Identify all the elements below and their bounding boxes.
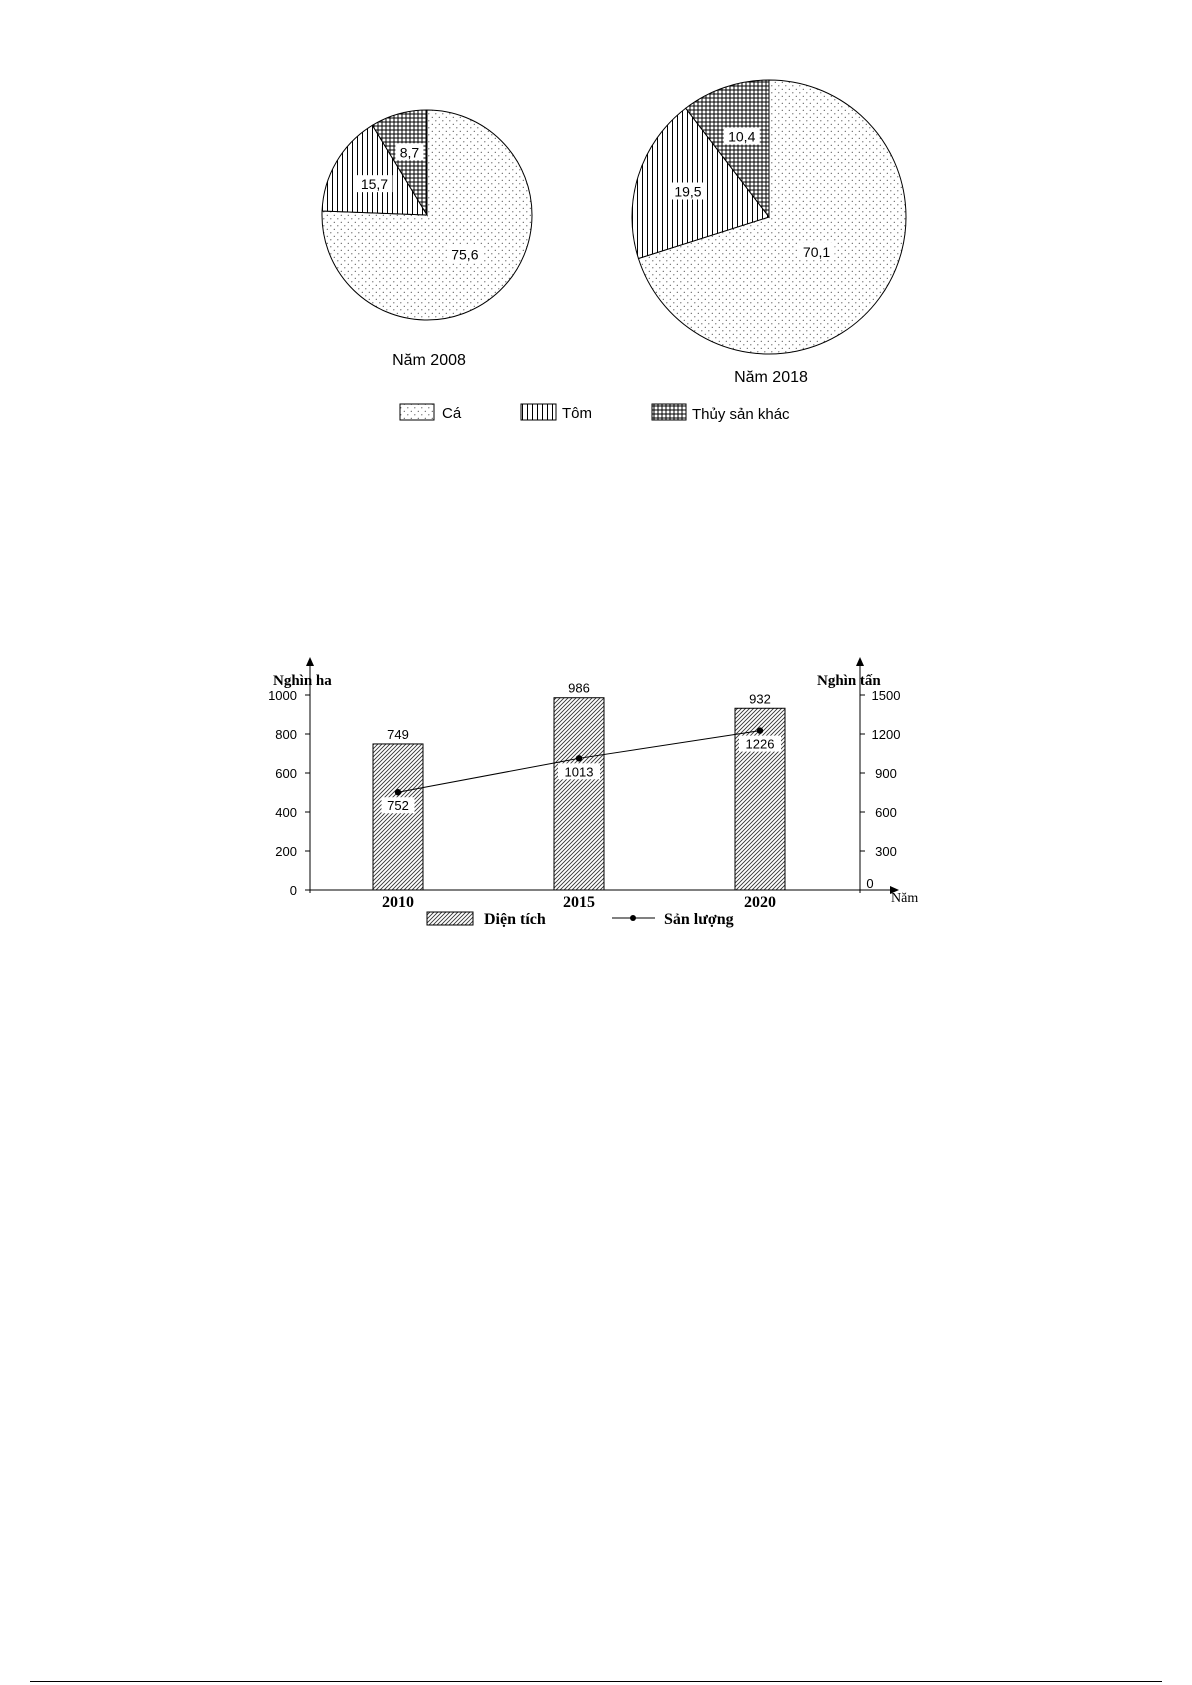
pie-chart-2018 [632, 80, 906, 354]
legend-swatch-ca [400, 404, 434, 420]
right-y-ticks [860, 688, 900, 891]
bar-value-label-2020: 932 [749, 691, 771, 707]
legend-swatch-thuy-san-khac [652, 404, 686, 420]
right-tick-label: 1500 [871, 688, 901, 703]
legend-label-thuy-san-khac: Thủy sản khác [692, 406, 790, 423]
pie-charts [0, 0, 1192, 450]
left-y-axis-arrow [306, 657, 314, 666]
x-tick-label-2015: 2015 [563, 894, 595, 911]
left-axis-title: Nghìn ha [273, 673, 332, 689]
left-tick-label: 800 [275, 727, 297, 742]
left-tick-label: 600 [275, 766, 297, 781]
x-ticks [382, 894, 776, 911]
x-axis-title: Năm [891, 891, 919, 906]
x-tick-label-2010: 2010 [382, 894, 414, 911]
bar-2020 [735, 708, 785, 890]
left-tick-label: 400 [275, 805, 297, 820]
pie-value-label-ca: 75,6 [451, 246, 479, 263]
right-tick-label: 900 [875, 766, 897, 781]
legend-swatch-dien-tich [427, 912, 473, 925]
pie-chart-2008 [322, 110, 532, 320]
legend-swatch-tom [521, 404, 556, 420]
page-bottom-rule [30, 1681, 1162, 1682]
legend-label-ca: Cá [442, 405, 462, 422]
line-value-label-2010: 752 [387, 798, 409, 814]
line-value-label-2015: 1013 [564, 764, 594, 780]
san-luong-point-2015 [576, 755, 582, 761]
bar-2010 [373, 744, 423, 890]
pie-value-label-thuy-san-khac: 10,4 [728, 128, 756, 145]
bar-value-label-2015: 986 [568, 680, 590, 696]
left-tick-label: 200 [275, 844, 297, 859]
right-tick-label: 600 [875, 805, 897, 820]
legend-swatch-dot [630, 915, 636, 921]
pie-value-label-ca: 70,1 [802, 243, 831, 260]
pie-label-2018: Năm 2018 [734, 369, 808, 386]
left-tick-label: 0 [289, 883, 297, 898]
pie-legend [400, 404, 790, 423]
line-value-label-2020: 1226 [745, 736, 775, 752]
legend-label-tom: Tôm [562, 405, 592, 422]
x-tick-label-2020: 2020 [744, 894, 776, 911]
right-tick-label: 300 [875, 844, 897, 859]
bar-value-label-2010: 749 [387, 726, 409, 742]
san-luong-point-2010 [395, 789, 401, 795]
pie-value-label-tom: 15,7 [360, 176, 389, 193]
right-tick-label: 1200 [871, 727, 901, 742]
right-axis-title: Nghìn tấn [817, 673, 881, 689]
combo-legend [427, 911, 734, 928]
pie-value-label-tom: 19,5 [674, 183, 702, 200]
legend-label-dien-tich: Diện tích [484, 911, 546, 928]
san-luong-point-2020 [757, 727, 763, 733]
legend-label-san-luong: Sản lượng [664, 911, 734, 928]
combo-chart [0, 650, 1192, 940]
left-tick-label: 1000 [268, 688, 297, 703]
pie-label-2008: Năm 2008 [392, 352, 466, 369]
right-tick-label: 0 [866, 876, 874, 891]
pie-value-label-thuy-san-khac: 8,7 [399, 144, 420, 161]
bar-2015 [554, 698, 604, 890]
left-y-ticks [268, 688, 310, 898]
right-y-axis-arrow [856, 657, 864, 666]
